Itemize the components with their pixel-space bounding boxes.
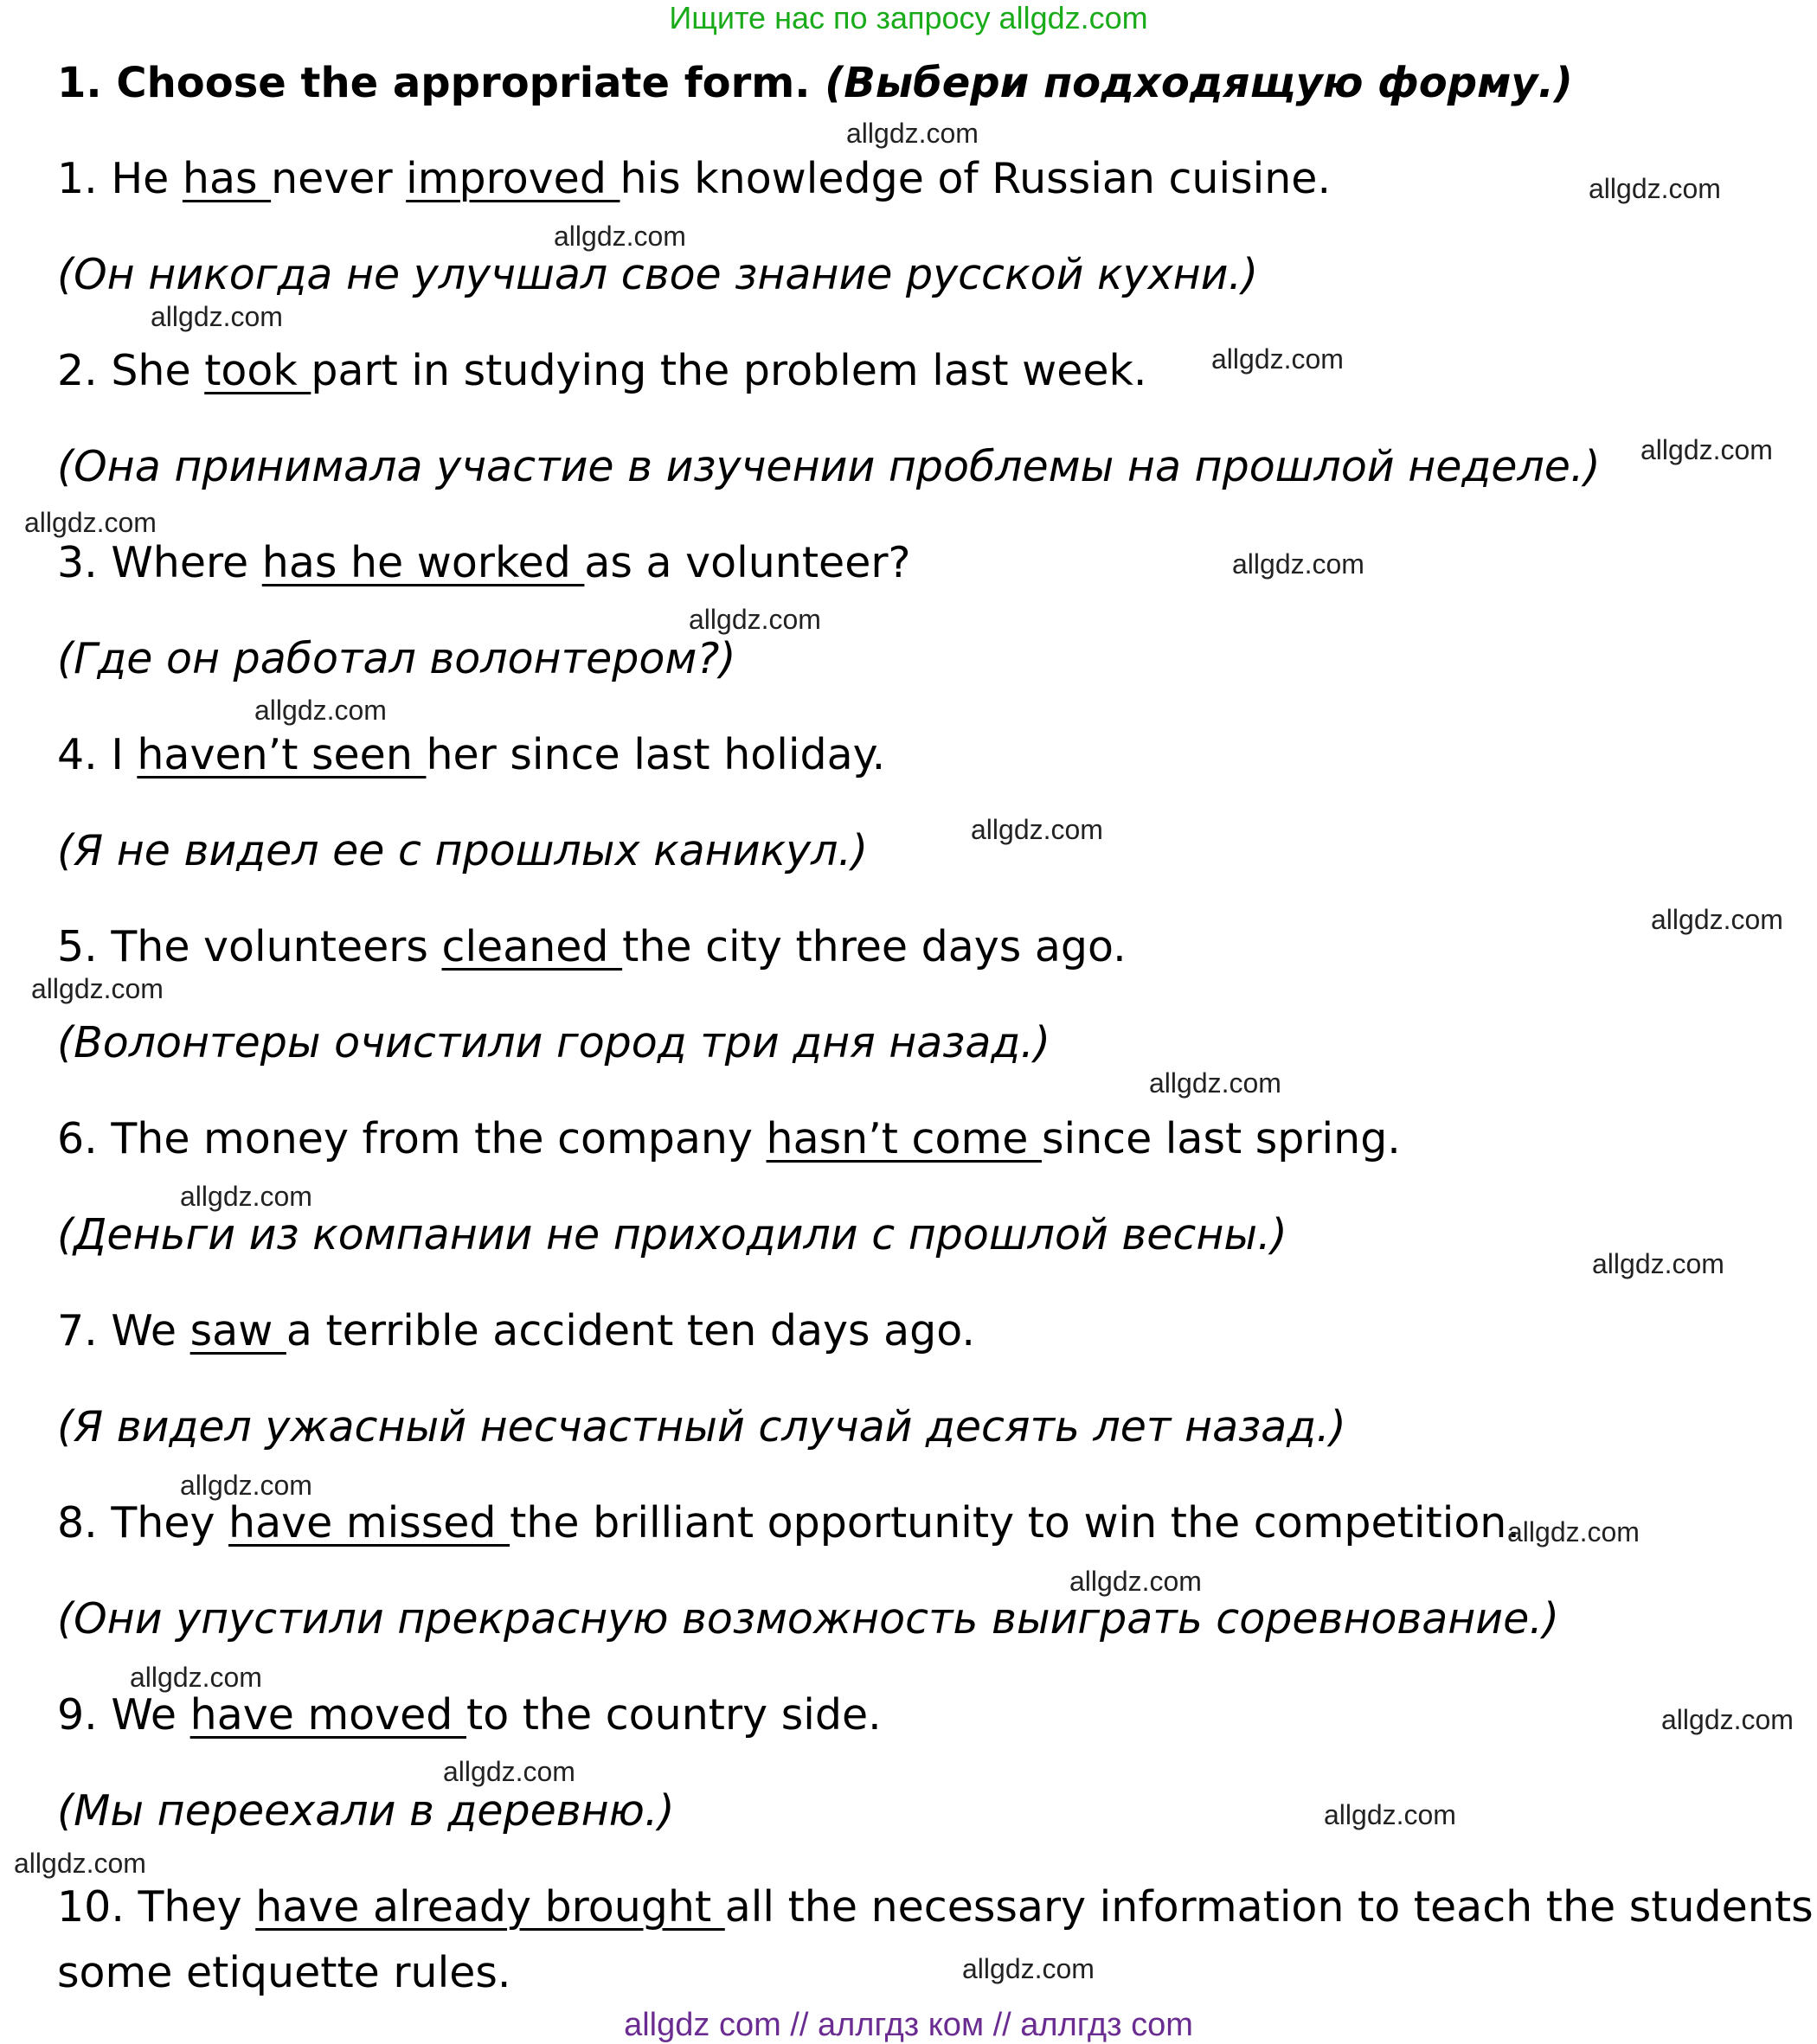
sentence-6 [57, 1114, 1401, 1163]
answer-blank: have already brought [255, 1882, 725, 1932]
sentence-text: 2. She [57, 346, 205, 395]
sentence-text: 9. We [57, 1690, 190, 1740]
watermark: allgdz.com [1324, 1799, 1456, 1830]
sentence-text: the brilliant opportunity to win the competition. [510, 1498, 1520, 1547]
sentence-text: 5. The volunteers [57, 922, 442, 971]
watermark: allgdz.com [962, 1953, 1095, 1984]
answer-blank: haven’t seen [137, 730, 427, 779]
translation-9: (Мы переехали в деревню.) [57, 1786, 675, 1836]
sentence-4 [57, 730, 885, 779]
sentence-text: 7. We [57, 1306, 190, 1355]
sentence-text: 10. They [57, 1882, 256, 1932]
translation-7: (Я видел ужасный несчастный случай десять лет назад.) [57, 1402, 1346, 1451]
watermark: allgdz.com [180, 1470, 312, 1501]
sentence-text: 1. He [57, 154, 183, 203]
watermark: allgdz.com [130, 1662, 262, 1693]
answer-blank: hasn’t come [766, 1114, 1042, 1163]
sentence-text: 8. They [57, 1498, 229, 1547]
watermark: allgdz.com [1661, 1704, 1794, 1735]
sentence-text: all the necessary information to teach the students [724, 1882, 1814, 1932]
watermark: allgdz.com [24, 507, 157, 538]
watermark: allgdz.com [1589, 173, 1721, 204]
watermark: allgdz.com [1232, 548, 1364, 580]
watermark: allgdz.com [1507, 1516, 1640, 1547]
sentence-text: 6. The money from the company [57, 1114, 767, 1163]
translation-8: (Они упустили прекрасную возможность выиграть соревнование.) [57, 1594, 1559, 1644]
watermark: allgdz.com [443, 1756, 575, 1787]
sentence-text: a terrible accident ten days ago. [286, 1306, 975, 1355]
translation-6: (Деньги из компании не приходили с прошлой весны.) [57, 1210, 1287, 1259]
watermark: allgdz.com [180, 1181, 312, 1212]
sentence-text: to the country side. [465, 1690, 882, 1740]
translation-3: (Где он работал волонтером?) [57, 634, 736, 683]
answer-blank: has [182, 154, 272, 203]
answer-blank: cleaned [441, 922, 623, 971]
sentence-text: since last spring. [1041, 1114, 1401, 1163]
watermark: allgdz.com [254, 695, 387, 726]
sentence-3 [57, 538, 911, 587]
watermark: allgdz.com [1592, 1248, 1724, 1279]
sentence-text: her since last holiday. [426, 730, 886, 779]
sentence-text: never [271, 154, 407, 203]
answer-blank: has he worked [261, 538, 585, 587]
watermark: allgdz.com [151, 301, 283, 332]
answer-blank: have missed [228, 1498, 510, 1547]
watermark: allgdz.com [1069, 1566, 1202, 1597]
top-banner: Ищите нас по запросу allgdz.com [669, 0, 1148, 35]
translation-5: (Волонтеры очистили город три дня назад.) [57, 1018, 1050, 1067]
watermark: allgdz.com [554, 221, 686, 252]
sentence-text: as a volunteer? [584, 538, 911, 587]
sentence-9 [57, 1690, 882, 1740]
translation-2: (Она принимала участие в изучении проблемы на прошлой неделе.) [57, 442, 1601, 491]
watermark: allgdz.com [1640, 434, 1773, 465]
exercise-heading [57, 59, 1573, 107]
sentence-1 [57, 154, 1331, 203]
sentence-2 [57, 346, 1147, 395]
translation-1: (Он никогда не улучшал свое знание русской кухни.) [57, 250, 1259, 299]
sentence-text: his knowledge of Russian cuisine. [620, 154, 1332, 203]
sentence-7 [57, 1306, 975, 1355]
sentence-text: 4. I [57, 730, 138, 779]
watermark: allgdz.com [1211, 343, 1344, 375]
sentence-text: the city three days ago. [622, 922, 1127, 971]
sentence-text: part in studying the problem last week. [311, 346, 1147, 395]
translation-4: (Я не видел ее с прошлых каникул.) [57, 826, 869, 875]
watermark: allgdz.com [1651, 904, 1783, 935]
watermark: allgdz.com [846, 118, 979, 149]
bottom-banner: allgdz com // аллгдз ком // аллгдз com [624, 2007, 1193, 2043]
watermark: allgdz.com [971, 814, 1103, 845]
sentence-8 [57, 1498, 1520, 1547]
heading-ru: (Выбери подходящую форму.) [825, 59, 1573, 107]
watermark: allgdz.com [14, 1848, 146, 1879]
watermark: allgdz.com [31, 973, 164, 1004]
watermark: allgdz.com [689, 604, 821, 635]
answer-blank: saw [189, 1306, 286, 1355]
answer-blank: have moved [189, 1690, 466, 1740]
heading-en: 1. Choose the appropriate form. [57, 59, 825, 107]
sentence-text: 3. Where [57, 538, 262, 587]
answer-blank: improved [406, 154, 620, 203]
sentence-5 [57, 922, 1127, 971]
sentence-10-continued: some etiquette rules. [57, 1948, 511, 1997]
answer-blank: took [204, 346, 311, 395]
sentence-10 [57, 1882, 1814, 1932]
watermark: allgdz.com [1149, 1067, 1281, 1099]
